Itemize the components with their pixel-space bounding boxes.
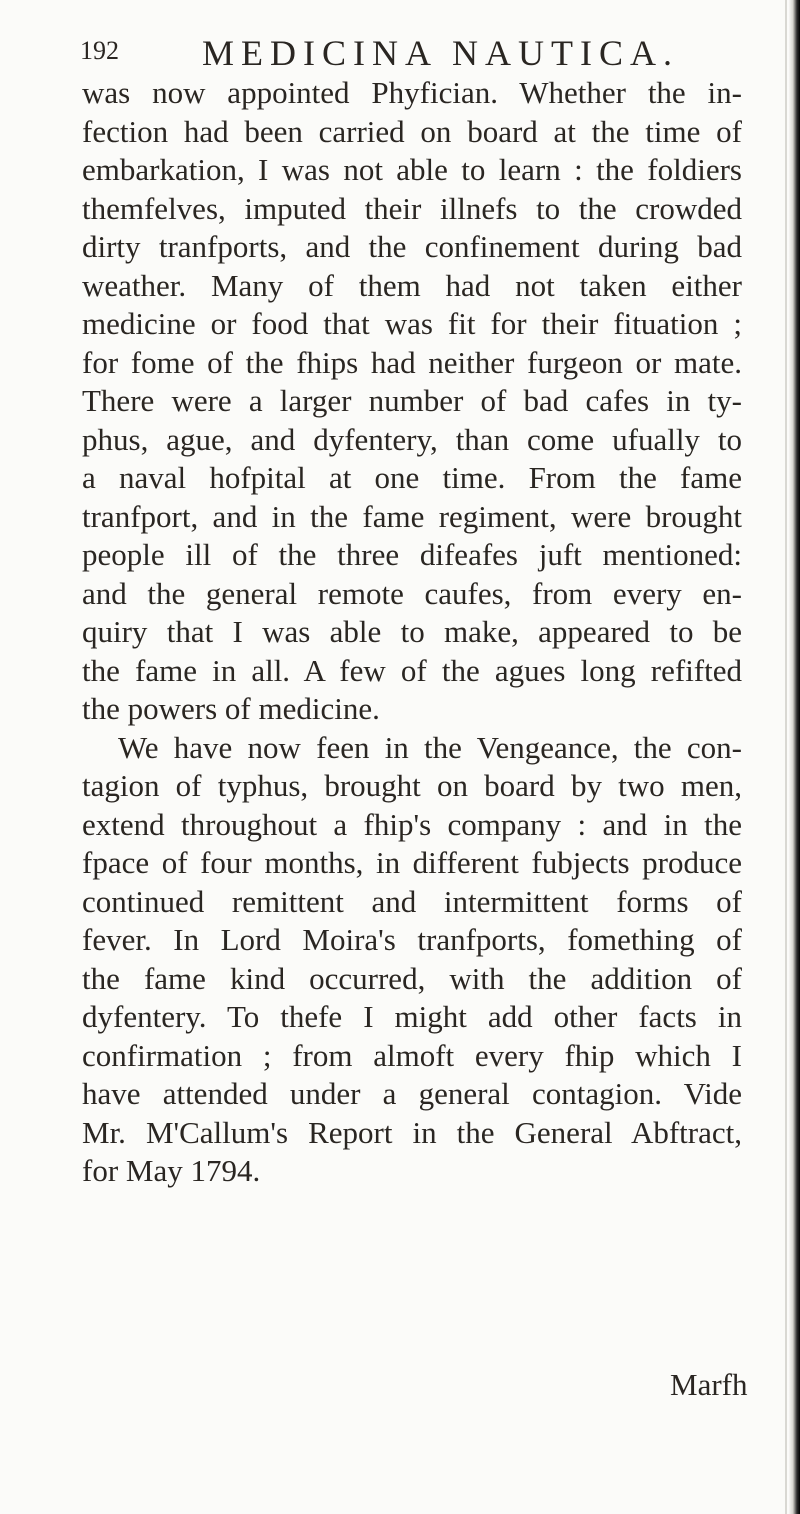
text-line: extend throughout a fhip's company : and in the <box>82 806 742 842</box>
paragraph-1 <box>82 74 742 729</box>
text-line: the fame in all. A few of the agues long refifted <box>82 652 742 688</box>
page-header <box>80 28 780 76</box>
text-line: Mr. M'Callum's Report in the General Abftract, <box>82 1114 742 1150</box>
text-line: weather. Many of them had not taken either <box>82 267 742 303</box>
page-edge-line <box>785 0 787 1514</box>
page-number: 192 <box>80 36 119 65</box>
text-line: fever. In Lord Moira's tranfports, fomething of <box>82 922 742 957</box>
text-line: tranfport, and in the fame regiment, were brought <box>82 498 742 534</box>
text-line: confirmation ; from almoft every fhip which I <box>82 1037 742 1073</box>
running-head: MEDICINA NAUTICA. <box>202 33 679 73</box>
text-line: the powers of medicine. <box>82 691 380 726</box>
text-line: and the general remote caufes, from every en- <box>82 575 742 611</box>
text-line: was now appointed Phyfician. Whether the in- <box>82 75 742 110</box>
text-line: for May 1794. <box>82 1153 261 1188</box>
page-edge-shadow <box>788 0 800 1514</box>
text-line: medicine or food that was fit for their fituation ; <box>82 306 742 341</box>
text-line: dirty tranfports, and the confinement during bad <box>82 229 742 264</box>
text-line: have attended under a general contagion. Vide <box>82 1076 742 1111</box>
text-line: dyfentery. To thefe I might add other facts in <box>82 999 742 1034</box>
text-line: We have now feen in the Vengeance, the con- <box>118 729 742 765</box>
text-line: for fome of the fhips had neither furgeon or mate. <box>82 344 742 380</box>
paragraph-2 <box>82 729 742 1191</box>
text-line: continued remittent and intermittent forms of <box>82 883 742 919</box>
text-line: the fame kind occurred, with the addition of <box>82 960 742 996</box>
text-line: themfelves, imputed their illnefs to the crowded <box>82 190 742 226</box>
text-line: tagion of typhus, brought on board by two men, <box>82 768 742 803</box>
text-line: quiry that I was able to make, appeared to be <box>82 614 742 649</box>
text-line: people ill of the three difeafes juft mentioned: <box>82 537 742 572</box>
text-line: embarkation, I was not able to learn : the foldiers <box>82 152 742 187</box>
text-line: a naval hofpital at one time. From the fame <box>82 460 742 495</box>
text-line: phus, ague, and dyfentery, than come ufually to <box>82 421 742 457</box>
text-line: fpace of four months, in different fubjects produce <box>82 845 742 880</box>
catchword: Marfh <box>670 1367 748 1402</box>
body-text <box>82 74 742 1191</box>
text-line: fection had been carried on board at the time of <box>82 113 742 149</box>
text-line: There were a larger number of bad cafes in ty- <box>82 383 742 418</box>
